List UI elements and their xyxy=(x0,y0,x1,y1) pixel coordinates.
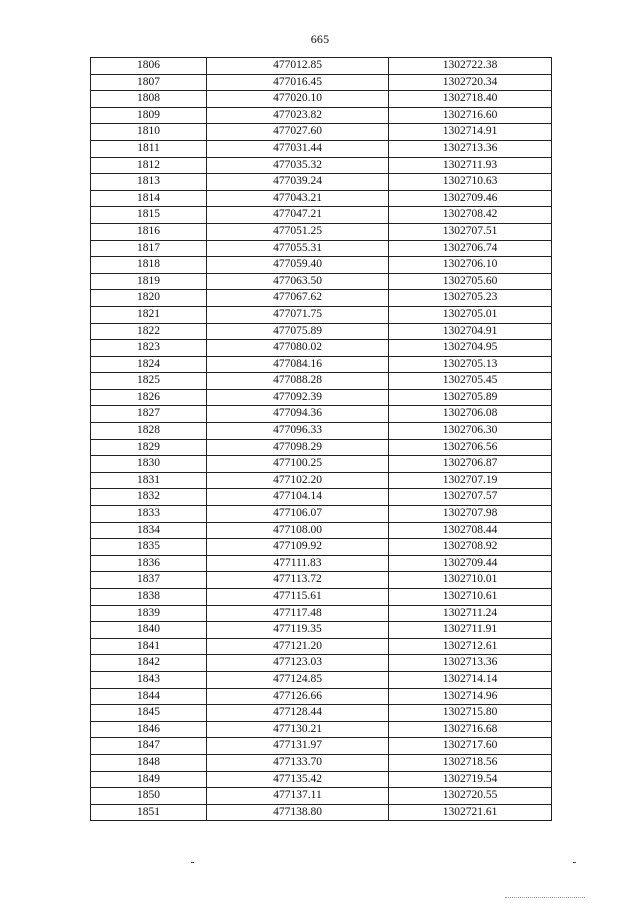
x-coordinate-cell: 477075.89 xyxy=(207,323,389,340)
y-coordinate-cell: 1302705.45 xyxy=(389,373,552,390)
table-row xyxy=(91,124,552,141)
point-number-cell: 1830 xyxy=(91,456,207,473)
x-coordinate-cell: 477133.70 xyxy=(207,754,389,771)
table-row xyxy=(91,273,552,290)
y-coordinate-cell: 1302706.74 xyxy=(389,240,552,257)
y-coordinate-cell: 1302710.61 xyxy=(389,589,552,606)
y-coordinate-cell: 1302713.36 xyxy=(389,655,552,672)
point-number-cell: 1818 xyxy=(91,257,207,274)
point-number-cell: 1822 xyxy=(91,323,207,340)
x-coordinate-cell: 477137.11 xyxy=(207,788,389,805)
table-row xyxy=(91,257,552,274)
y-coordinate-cell: 1302715.80 xyxy=(389,705,552,722)
y-coordinate-cell: 1302705.13 xyxy=(389,356,552,373)
scan-dotted-line xyxy=(505,897,585,898)
table-row xyxy=(91,323,552,340)
y-coordinate-cell: 1302719.54 xyxy=(389,771,552,788)
x-coordinate-cell: 477135.42 xyxy=(207,771,389,788)
point-number-cell: 1815 xyxy=(91,207,207,224)
point-number-cell: 1834 xyxy=(91,522,207,539)
table-row xyxy=(91,340,552,357)
x-coordinate-cell: 477113.72 xyxy=(207,572,389,589)
table-row xyxy=(91,655,552,672)
point-number-cell: 1849 xyxy=(91,771,207,788)
x-coordinate-cell: 477067.62 xyxy=(207,290,389,307)
table-row xyxy=(91,688,552,705)
table-row xyxy=(91,356,552,373)
point-number-cell: 1833 xyxy=(91,506,207,523)
point-number-cell: 1812 xyxy=(91,157,207,174)
table-row xyxy=(91,705,552,722)
x-coordinate-cell: 477055.31 xyxy=(207,240,389,257)
table-row xyxy=(91,754,552,771)
x-coordinate-cell: 477016.45 xyxy=(207,74,389,91)
y-coordinate-cell: 1302716.68 xyxy=(389,721,552,738)
point-number-cell: 1845 xyxy=(91,705,207,722)
point-number-cell: 1823 xyxy=(91,340,207,357)
y-coordinate-cell: 1302710.01 xyxy=(389,572,552,589)
x-coordinate-cell: 477115.61 xyxy=(207,589,389,606)
x-coordinate-cell: 477043.21 xyxy=(207,190,389,207)
y-coordinate-cell: 1302706.10 xyxy=(389,257,552,274)
y-coordinate-cell: 1302707.51 xyxy=(389,223,552,240)
table-row xyxy=(91,223,552,240)
y-coordinate-cell: 1302709.44 xyxy=(389,555,552,572)
table-row xyxy=(91,771,552,788)
point-number-cell: 1837 xyxy=(91,572,207,589)
y-coordinate-cell: 1302720.55 xyxy=(389,788,552,805)
x-coordinate-cell: 477128.44 xyxy=(207,705,389,722)
x-coordinate-cell: 477035.32 xyxy=(207,157,389,174)
point-number-cell: 1831 xyxy=(91,472,207,489)
x-coordinate-cell: 477126.66 xyxy=(207,688,389,705)
y-coordinate-cell: 1302704.95 xyxy=(389,340,552,357)
y-coordinate-cell: 1302706.56 xyxy=(389,439,552,456)
y-coordinate-cell: 1302711.93 xyxy=(389,157,552,174)
point-number-cell: 1832 xyxy=(91,489,207,506)
point-number-cell: 1816 xyxy=(91,223,207,240)
x-coordinate-cell: 477051.25 xyxy=(207,223,389,240)
table-row xyxy=(91,555,552,572)
x-coordinate-cell: 477109.92 xyxy=(207,539,389,556)
y-coordinate-cell: 1302704.91 xyxy=(389,323,552,340)
point-number-cell: 1821 xyxy=(91,306,207,323)
table-row xyxy=(91,788,552,805)
point-number-cell: 1836 xyxy=(91,555,207,572)
x-coordinate-cell: 477104.14 xyxy=(207,489,389,506)
x-coordinate-cell: 477121.20 xyxy=(207,638,389,655)
point-number-cell: 1842 xyxy=(91,655,207,672)
y-coordinate-cell: 1302707.57 xyxy=(389,489,552,506)
y-coordinate-cell: 1302706.87 xyxy=(389,456,552,473)
y-coordinate-cell: 1302708.44 xyxy=(389,522,552,539)
point-number-cell: 1841 xyxy=(91,638,207,655)
table-row xyxy=(91,157,552,174)
point-number-cell: 1846 xyxy=(91,721,207,738)
table-row xyxy=(91,522,552,539)
y-coordinate-cell: 1302714.91 xyxy=(389,124,552,141)
table-row xyxy=(91,622,552,639)
x-coordinate-cell: 477039.24 xyxy=(207,174,389,191)
table-row xyxy=(91,389,552,406)
point-number-cell: 1809 xyxy=(91,107,207,124)
x-coordinate-cell: 477071.75 xyxy=(207,306,389,323)
point-number-cell: 1811 xyxy=(91,140,207,157)
y-coordinate-cell: 1302711.91 xyxy=(389,622,552,639)
y-coordinate-cell: 1302710.63 xyxy=(389,174,552,191)
point-number-cell: 1827 xyxy=(91,406,207,423)
x-coordinate-cell: 477094.36 xyxy=(207,406,389,423)
point-number-cell: 1819 xyxy=(91,273,207,290)
x-coordinate-cell: 477059.40 xyxy=(207,257,389,274)
point-number-cell: 1844 xyxy=(91,688,207,705)
table-row xyxy=(91,589,552,606)
coordinates-table xyxy=(90,57,552,821)
table-row xyxy=(91,539,552,556)
table-row xyxy=(91,306,552,323)
point-number-cell: 1828 xyxy=(91,423,207,440)
point-number-cell: 1835 xyxy=(91,539,207,556)
y-coordinate-cell: 1302705.60 xyxy=(389,273,552,290)
x-coordinate-cell: 477063.50 xyxy=(207,273,389,290)
table-row xyxy=(91,605,552,622)
y-coordinate-cell: 1302718.40 xyxy=(389,91,552,108)
table-row xyxy=(91,140,552,157)
x-coordinate-cell: 477020.10 xyxy=(207,91,389,108)
table-row xyxy=(91,671,552,688)
x-coordinate-cell: 477124.85 xyxy=(207,671,389,688)
x-coordinate-cell: 477102.20 xyxy=(207,472,389,489)
y-coordinate-cell: 1302718.56 xyxy=(389,754,552,771)
y-coordinate-cell: 1302706.30 xyxy=(389,423,552,440)
table-row xyxy=(91,489,552,506)
y-coordinate-cell: 1302714.96 xyxy=(389,688,552,705)
x-coordinate-cell: 477047.21 xyxy=(207,207,389,224)
point-number-cell: 1851 xyxy=(91,804,207,821)
table-row xyxy=(91,240,552,257)
table-row xyxy=(91,456,552,473)
y-coordinate-cell: 1302720.34 xyxy=(389,74,552,91)
table-row xyxy=(91,58,552,75)
x-coordinate-cell: 477096.33 xyxy=(207,423,389,440)
scan-mark-left xyxy=(191,862,194,863)
x-coordinate-cell: 477088.28 xyxy=(207,373,389,390)
point-number-cell: 1807 xyxy=(91,74,207,91)
y-coordinate-cell: 1302706.08 xyxy=(389,406,552,423)
y-coordinate-cell: 1302709.46 xyxy=(389,190,552,207)
point-number-cell: 1826 xyxy=(91,389,207,406)
coordinates-table-body xyxy=(91,58,552,821)
y-coordinate-cell: 1302708.92 xyxy=(389,539,552,556)
x-coordinate-cell: 477012.85 xyxy=(207,58,389,75)
x-coordinate-cell: 477031.44 xyxy=(207,140,389,157)
x-coordinate-cell: 477117.48 xyxy=(207,605,389,622)
scan-mark-right xyxy=(573,862,576,863)
x-coordinate-cell: 477130.21 xyxy=(207,721,389,738)
point-number-cell: 1848 xyxy=(91,754,207,771)
table-row xyxy=(91,373,552,390)
point-number-cell: 1850 xyxy=(91,788,207,805)
x-coordinate-cell: 477100.25 xyxy=(207,456,389,473)
table-row xyxy=(91,804,552,821)
table-row xyxy=(91,472,552,489)
x-coordinate-cell: 477023.82 xyxy=(207,107,389,124)
point-number-cell: 1808 xyxy=(91,91,207,108)
page-number: 665 xyxy=(310,32,330,46)
table-row xyxy=(91,290,552,307)
point-number-cell: 1820 xyxy=(91,290,207,307)
y-coordinate-cell: 1302712.61 xyxy=(389,638,552,655)
x-coordinate-cell: 477098.29 xyxy=(207,439,389,456)
y-coordinate-cell: 1302707.19 xyxy=(389,472,552,489)
point-number-cell: 1829 xyxy=(91,439,207,456)
y-coordinate-cell: 1302713.36 xyxy=(389,140,552,157)
y-coordinate-cell: 1302705.23 xyxy=(389,290,552,307)
y-coordinate-cell: 1302705.89 xyxy=(389,389,552,406)
table-row xyxy=(91,74,552,91)
point-number-cell: 1810 xyxy=(91,124,207,141)
x-coordinate-cell: 477027.60 xyxy=(207,124,389,141)
x-coordinate-cell: 477106.07 xyxy=(207,506,389,523)
point-number-cell: 1824 xyxy=(91,356,207,373)
x-coordinate-cell: 477092.39 xyxy=(207,389,389,406)
x-coordinate-cell: 477111.83 xyxy=(207,555,389,572)
table-row xyxy=(91,738,552,755)
x-coordinate-cell: 477131.97 xyxy=(207,738,389,755)
table-row xyxy=(91,107,552,124)
table-row xyxy=(91,207,552,224)
x-coordinate-cell: 477080.02 xyxy=(207,340,389,357)
y-coordinate-cell: 1302716.60 xyxy=(389,107,552,124)
table-row xyxy=(91,190,552,207)
x-coordinate-cell: 477138.80 xyxy=(207,804,389,821)
x-coordinate-cell: 477119.35 xyxy=(207,622,389,639)
point-number-cell: 1838 xyxy=(91,589,207,606)
x-coordinate-cell: 477084.16 xyxy=(207,356,389,373)
y-coordinate-cell: 1302717.60 xyxy=(389,738,552,755)
y-coordinate-cell: 1302711.24 xyxy=(389,605,552,622)
point-number-cell: 1825 xyxy=(91,373,207,390)
y-coordinate-cell: 1302714.14 xyxy=(389,671,552,688)
table-row xyxy=(91,439,552,456)
table-row xyxy=(91,638,552,655)
y-coordinate-cell: 1302705.01 xyxy=(389,306,552,323)
y-coordinate-cell: 1302707.98 xyxy=(389,506,552,523)
x-coordinate-cell: 477123.03 xyxy=(207,655,389,672)
y-coordinate-cell: 1302722.38 xyxy=(389,58,552,75)
y-coordinate-cell: 1302721.61 xyxy=(389,804,552,821)
table-row xyxy=(91,174,552,191)
x-coordinate-cell: 477108.00 xyxy=(207,522,389,539)
table-row xyxy=(91,406,552,423)
point-number-cell: 1813 xyxy=(91,174,207,191)
point-number-cell: 1839 xyxy=(91,605,207,622)
point-number-cell: 1806 xyxy=(91,58,207,75)
table-row xyxy=(91,423,552,440)
point-number-cell: 1840 xyxy=(91,622,207,639)
y-coordinate-cell: 1302708.42 xyxy=(389,207,552,224)
table-row xyxy=(91,572,552,589)
table-row xyxy=(91,721,552,738)
table-row xyxy=(91,91,552,108)
point-number-cell: 1847 xyxy=(91,738,207,755)
point-number-cell: 1843 xyxy=(91,671,207,688)
point-number-cell: 1814 xyxy=(91,190,207,207)
point-number-cell: 1817 xyxy=(91,240,207,257)
table-row xyxy=(91,506,552,523)
